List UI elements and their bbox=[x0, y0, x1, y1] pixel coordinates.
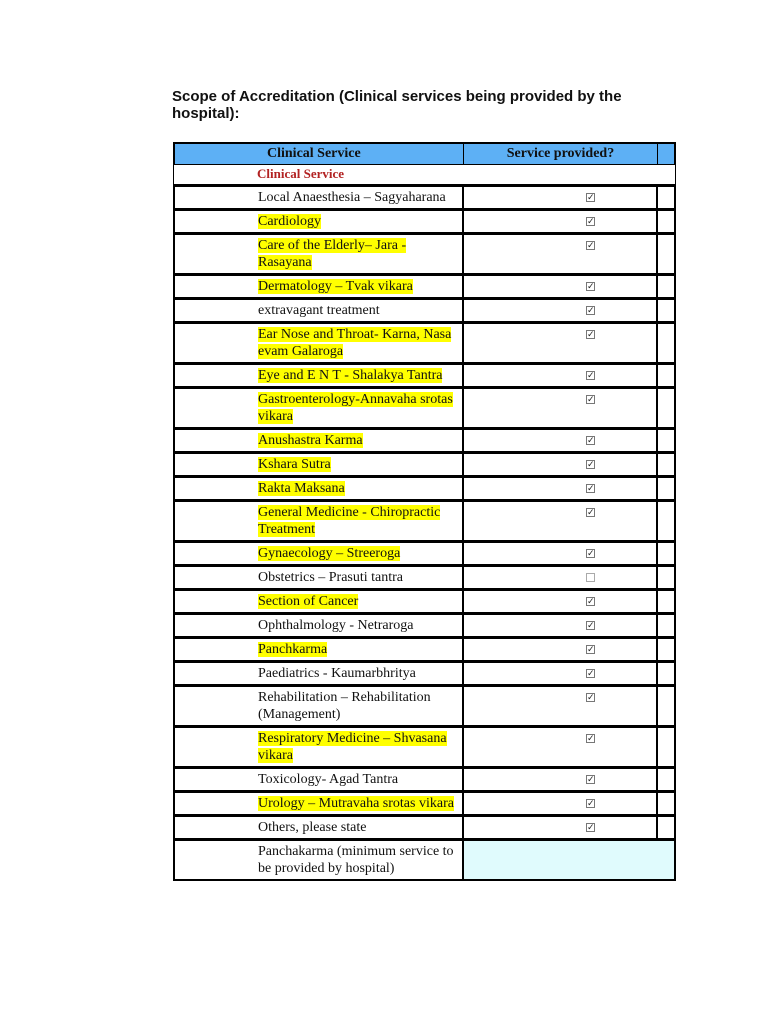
table-row bbox=[174, 476, 675, 500]
provided-checkbox[interactable]: ✓ bbox=[587, 241, 595, 251]
provided-cell bbox=[464, 817, 658, 838]
provided-checkbox[interactable]: ✓ bbox=[587, 645, 595, 655]
service-label: Dermatology – Tvak vikara bbox=[258, 279, 413, 294]
section-row bbox=[174, 165, 675, 185]
provided-checkbox[interactable]: ✓ bbox=[587, 549, 595, 559]
provided-checkbox[interactable]: ✓ bbox=[587, 621, 595, 631]
table-row bbox=[174, 233, 675, 274]
provided-cell bbox=[464, 324, 658, 362]
service-label: Respiratory Medicine – Shvasana vikara bbox=[258, 731, 447, 763]
provided-checkbox[interactable]: ✓ bbox=[587, 436, 595, 446]
provided-cell bbox=[464, 389, 658, 427]
spacer-cell bbox=[658, 502, 674, 540]
service-cell bbox=[175, 769, 464, 790]
spacer-cell bbox=[658, 276, 674, 297]
provided-checkbox[interactable]: ✓ bbox=[587, 193, 595, 203]
provided-checkbox[interactable]: ✓ bbox=[587, 484, 595, 494]
table-row bbox=[174, 452, 675, 476]
table-row bbox=[174, 274, 675, 298]
page-title: Scope of Accreditation (Clinical services being provided by the hospital): bbox=[172, 88, 622, 122]
header-provided: Service provided? bbox=[506, 146, 615, 161]
spacer-cell bbox=[658, 639, 674, 660]
spacer-cell bbox=[658, 365, 674, 386]
spacer-cell bbox=[658, 793, 674, 814]
spacer-cell bbox=[658, 478, 674, 499]
header-provided-cell bbox=[464, 144, 658, 164]
service-cell bbox=[175, 591, 464, 612]
spacer-cell bbox=[658, 543, 674, 564]
spacer-cell bbox=[658, 567, 674, 588]
header-service: Clinical Service bbox=[267, 146, 361, 161]
provided-cell bbox=[464, 663, 658, 684]
service-cell bbox=[175, 324, 464, 362]
provided-checkbox[interactable]: ✓ bbox=[587, 282, 595, 292]
service-label: Others, please state bbox=[258, 820, 367, 835]
provided-checkbox[interactable]: ✓ bbox=[587, 395, 595, 405]
service-cell bbox=[175, 793, 464, 814]
service-label: Section of Cancer bbox=[258, 594, 359, 609]
spacer-cell bbox=[658, 430, 674, 451]
table-row bbox=[174, 661, 675, 685]
provided-checkbox[interactable]: ✓ bbox=[587, 823, 595, 833]
spacer-cell bbox=[658, 615, 674, 636]
provided-cell bbox=[464, 235, 658, 273]
service-cell bbox=[175, 817, 464, 838]
service-cell bbox=[175, 615, 464, 636]
service-cell bbox=[175, 389, 464, 427]
provided-cell bbox=[464, 211, 658, 232]
service-label: Gastroenterology-Annavaha srotas vikara bbox=[258, 392, 453, 424]
service-label: Cardiology bbox=[258, 214, 321, 229]
service-label: Care of the Elderly– Jara - Rasayana bbox=[258, 238, 407, 270]
section-label: Clinical Service bbox=[257, 166, 345, 181]
service-label: extravagant treatment bbox=[258, 303, 380, 318]
provided-cell bbox=[464, 502, 658, 540]
provided-cell bbox=[464, 769, 658, 790]
footer-value-cell[interactable] bbox=[464, 841, 674, 879]
provided-cell bbox=[464, 567, 658, 588]
service-label: Anushastra Karma bbox=[258, 433, 363, 448]
accreditation-table bbox=[173, 142, 676, 881]
spacer-cell bbox=[658, 728, 674, 766]
service-cell bbox=[175, 276, 464, 297]
spacer-cell bbox=[658, 591, 674, 612]
service-label: Kshara Sutra bbox=[258, 457, 331, 472]
table-row bbox=[174, 185, 675, 209]
provided-checkbox[interactable]: ✓ bbox=[587, 217, 595, 227]
spacer-cell bbox=[658, 687, 674, 725]
provided-checkbox[interactable]: ✓ bbox=[587, 734, 595, 744]
table-row bbox=[174, 767, 675, 791]
spacer-cell bbox=[658, 389, 674, 427]
header-spacer bbox=[658, 144, 674, 164]
service-cell bbox=[175, 211, 464, 232]
footer-cell bbox=[175, 841, 464, 879]
spacer-cell bbox=[658, 454, 674, 475]
spacer-cell bbox=[658, 300, 674, 321]
provided-checkbox[interactable]: ✓ bbox=[587, 693, 595, 703]
table-row bbox=[174, 541, 675, 565]
provided-checkbox[interactable]: ✓ bbox=[587, 597, 595, 607]
table-row bbox=[174, 428, 675, 452]
table-row bbox=[174, 322, 675, 363]
service-label: Ophthalmology - Netraroga bbox=[258, 618, 414, 633]
provided-checkbox[interactable]: ✓ bbox=[587, 306, 595, 316]
provided-checkbox[interactable]: ✓ bbox=[587, 460, 595, 470]
table-row bbox=[174, 685, 675, 726]
table-header bbox=[174, 143, 675, 165]
spacer-cell bbox=[658, 235, 674, 273]
table-row bbox=[174, 726, 675, 767]
table-row bbox=[174, 298, 675, 322]
header-service-cell bbox=[175, 144, 464, 164]
provided-checkbox[interactable]: ✓ bbox=[587, 371, 595, 381]
provided-checkbox[interactable]: ✓ bbox=[587, 775, 595, 785]
provided-cell bbox=[464, 543, 658, 564]
spacer-cell bbox=[658, 211, 674, 232]
provided-cell bbox=[464, 615, 658, 636]
provided-cell bbox=[464, 430, 658, 451]
spacer-cell bbox=[658, 324, 674, 362]
service-cell bbox=[175, 300, 464, 321]
provided-cell bbox=[464, 300, 658, 321]
table-row bbox=[174, 565, 675, 589]
table-row bbox=[174, 387, 675, 428]
service-label: Urology – Mutravaha srotas vikara bbox=[258, 796, 454, 811]
provided-cell bbox=[464, 276, 658, 297]
provided-cell bbox=[464, 639, 658, 660]
provided-cell bbox=[464, 365, 658, 386]
table-row bbox=[174, 589, 675, 613]
service-cell bbox=[175, 543, 464, 564]
spacer-cell bbox=[658, 663, 674, 684]
provided-checkbox[interactable]: ✓ bbox=[587, 799, 595, 809]
table-row bbox=[174, 209, 675, 233]
provided-cell bbox=[464, 793, 658, 814]
table-row bbox=[174, 637, 675, 661]
service-label: Eye and E N T - Shalakya Tantra bbox=[258, 368, 443, 383]
provided-cell bbox=[464, 187, 658, 208]
spacer-cell bbox=[658, 817, 674, 838]
service-cell bbox=[175, 663, 464, 684]
service-label: Obstetrics – Prasuti tantra bbox=[258, 570, 404, 585]
provided-cell bbox=[464, 478, 658, 499]
service-cell bbox=[175, 365, 464, 386]
service-label: Toxicology- Agad Tantra bbox=[258, 772, 399, 787]
provided-cell bbox=[464, 454, 658, 475]
service-cell bbox=[175, 687, 464, 725]
spacer-cell bbox=[658, 769, 674, 790]
table-row bbox=[174, 815, 675, 839]
service-cell bbox=[175, 567, 464, 588]
provided-checkbox[interactable]: ✓ bbox=[587, 669, 595, 679]
provided-checkbox[interactable]: ✓ bbox=[587, 508, 595, 518]
service-label: Panchkarma bbox=[258, 642, 328, 657]
table-row bbox=[174, 613, 675, 637]
footer-row bbox=[174, 839, 675, 880]
service-cell bbox=[175, 187, 464, 208]
service-cell bbox=[175, 430, 464, 451]
service-cell bbox=[175, 454, 464, 475]
table-row bbox=[174, 363, 675, 387]
service-label: Paediatrics - Kaumarbhritya bbox=[258, 666, 416, 681]
service-cell bbox=[175, 502, 464, 540]
service-label: General Medicine - Chiropractic Treatment bbox=[258, 505, 441, 537]
provided-checkbox[interactable]: ✓ bbox=[587, 330, 595, 340]
service-cell bbox=[175, 639, 464, 660]
service-label: Gynaecology – Streeroga bbox=[258, 546, 401, 561]
provided-checkbox[interactable] bbox=[586, 573, 595, 582]
service-label: Ear Nose and Throat- Karna, Nasa evam Galaroga bbox=[258, 327, 452, 359]
service-cell bbox=[175, 235, 464, 273]
provided-cell bbox=[464, 591, 658, 612]
provided-cell bbox=[464, 728, 658, 766]
table-row bbox=[174, 791, 675, 815]
service-cell bbox=[175, 728, 464, 766]
service-label: Local Anaesthesia – Sagyaharana bbox=[258, 190, 446, 205]
service-rows bbox=[174, 185, 675, 839]
service-label: Rakta Maksana bbox=[258, 481, 345, 496]
spacer-cell bbox=[658, 187, 674, 208]
table-row bbox=[174, 500, 675, 541]
provided-cell bbox=[464, 687, 658, 725]
service-label: Rehabilitation – Rehabilitation (Management) bbox=[258, 690, 431, 722]
footer-label: Panchakarma (minimum service to be provided by hospital) bbox=[258, 844, 454, 876]
service-cell bbox=[175, 478, 464, 499]
